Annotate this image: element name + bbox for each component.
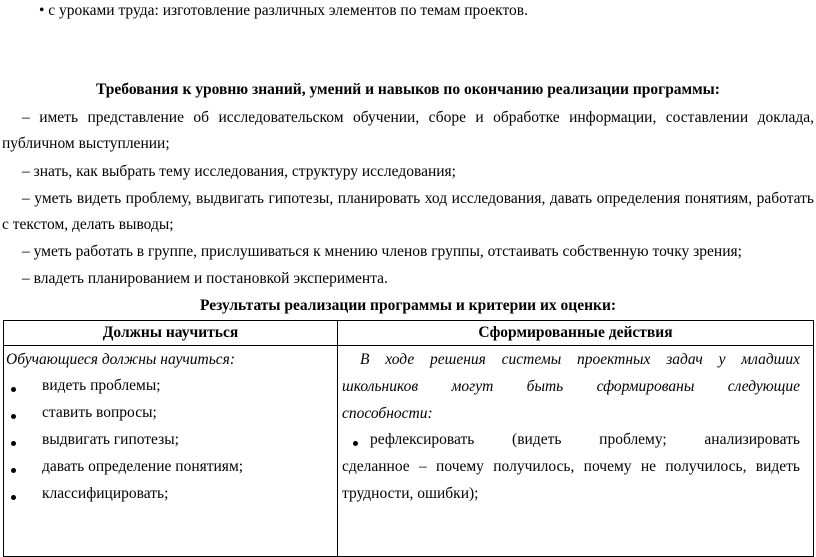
col2-intro-line: школьников могут быть сформированы следующие <box>342 378 800 395</box>
bullet-icon <box>11 378 16 398</box>
requirement-item-1-line-2: публичном выступлении; <box>2 135 170 152</box>
col1-header: Должны научиться <box>4 321 338 346</box>
results-table <box>3 320 814 557</box>
top-bullet-line: • с уроками труда: изготовление различных элементов по темам проектов. <box>39 2 528 19</box>
col1-item: выдвигать гипотезы; <box>42 431 179 448</box>
results-heading: Результаты реализации программы и критерии их оценки: <box>199 297 617 314</box>
requirement-item-2: – знать, как выбрать тему исследования, структуру исследования; <box>22 163 456 180</box>
requirement-item-5: – владеть планированием и постановкой эксперимента. <box>22 270 388 287</box>
col1-item: давать определение понятиям; <box>42 458 244 475</box>
requirement-item-3-line-2: с текстом, делать выводы; <box>2 216 174 233</box>
col1-item: классифицировать; <box>42 485 169 502</box>
bullet-icon <box>11 432 16 452</box>
requirement-item-1-line-1: – иметь представление об исследовательском обучении, сборе и обработке информации, составлении доклада, <box>22 109 814 126</box>
col1-body <box>4 346 338 557</box>
bullet-icon <box>353 432 358 452</box>
col2-bullet-line: трудности, ошибки); <box>342 485 479 502</box>
col1-item: ставить вопросы; <box>42 404 157 421</box>
col2-bullet-line: сделанное – почему получилось, почему не получилось, видеть <box>342 458 800 475</box>
requirement-item-4: – уметь работать в группе, прислушиваться к мнению членов группы, отстаивать собственную точку зрения; <box>22 243 742 260</box>
bullet-icon <box>11 486 16 506</box>
col2-intro-line: способности: <box>342 405 433 422</box>
col1-item: видеть проблемы; <box>42 377 161 394</box>
col2-body <box>338 346 814 557</box>
col2-bullet-line: рефлексировать (видеть проблему; анализировать <box>370 431 800 448</box>
requirement-item-3-line-1: – уметь видеть проблему, выдвигать гипотезы, планировать ход исследования, давать определения понятиям, работать <box>22 190 814 207</box>
bullet-icon <box>11 459 16 479</box>
col1-intro: Обучающиеся должны научиться: <box>6 351 236 368</box>
table-row <box>4 346 814 557</box>
col2-intro-line: В ходе решения системы проектных задач у младших <box>360 351 800 368</box>
bullet-icon <box>11 405 16 425</box>
requirements-heading: Требования к уровню знаний, умений и навыков по окончанию реализации программы: <box>96 81 720 98</box>
table-header-row <box>4 321 814 346</box>
col2-header: Сформированные действия <box>338 321 814 346</box>
